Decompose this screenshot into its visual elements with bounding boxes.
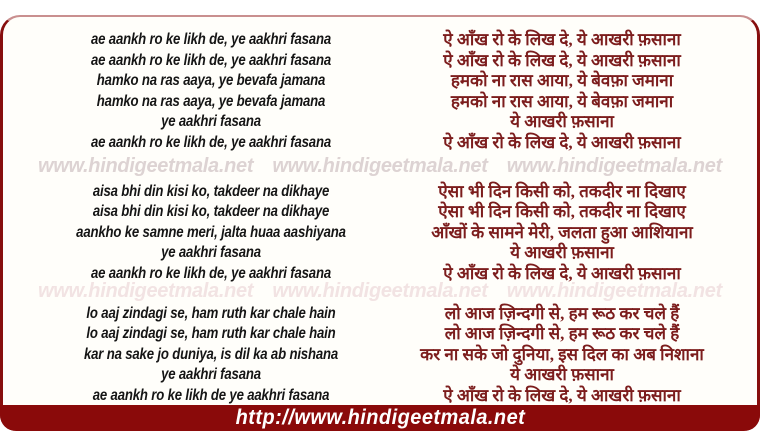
lyric-line: ऐ आँख रो के लिख दे, ये आखरी फ़साना (443, 263, 681, 283)
stanza (26, 304, 396, 407)
lyrics-hindi-column (377, 30, 747, 407)
lyric-line: ऐ आँख रो के लिख दे, ये आखरी फ़साना (443, 385, 681, 405)
watermark-text: www.hindigeetmala.net (272, 280, 488, 302)
lyric-line: ae aankh ro ke likh de, ye aakhri fasana (90, 264, 331, 282)
lyric-line: aankho ke samne meri, jalta huaa aashiyana (76, 223, 346, 241)
lyric-line: कर ना सके जो दुनिया, इस दिल का अब निशाना (420, 344, 704, 364)
lyric-line: हमको ना रास आया, ये बेवफ़ा जमाना (450, 71, 674, 91)
lyric-line: ऐसा भी दिन किसी को, तकदीर ना दिखाए (438, 181, 686, 201)
stanza (377, 182, 747, 285)
footer-bar (0, 405, 760, 431)
footer-url-link[interactable]: http://www.hindigeetmala.net (235, 406, 525, 429)
lyric-line: ye aakhri fasana (161, 113, 261, 131)
watermark-text: www.hindigeetmala.net (506, 155, 722, 177)
lyric-line: ऐ आँख रो के लिख दे, ये आखरी फ़साना (443, 50, 681, 70)
lyric-line: ae aankh ro ke likh de, ye aakhri fasana (90, 31, 331, 48)
watermark-text: www.hindigeetmala.net (38, 280, 254, 302)
lyric-line: ऐ आँख रो के लिख दे, ये आखरी फ़साना (443, 30, 681, 49)
lyric-line: ये आखरी फ़साना (510, 112, 614, 132)
lyric-line: ऐ आँख रो के लिख दे, ये आखरी फ़साना (443, 132, 681, 152)
lyric-line: lo aaj zindagi se, ham ruth kar chale hain (86, 304, 336, 322)
lyric-line: hamko na ras aaya, ye bevafa jamana (96, 72, 326, 90)
lyric-line: kar na sake jo duniya, is dil ka ab nishana (83, 345, 339, 363)
lyric-line: लो आज ज़िन्दगी से, हम रूठ कर चले हैं (444, 324, 680, 344)
lyric-line: aisa bhi din kisi ko, takdeer na dikhaye (92, 203, 330, 221)
lyric-line: आँखों के सामने मेरी, जलता हुआ आशियाना (431, 222, 693, 242)
stanza (377, 304, 747, 407)
stanza (26, 182, 396, 285)
watermark-text: www.hindigeetmala.net (38, 155, 254, 177)
lyric-line: लो आज ज़िन्दगी से, हम रूठ कर चले हैं (444, 303, 680, 323)
lyric-line: aisa bhi din kisi ko, takdeer na dikhaye (92, 182, 330, 200)
lyric-line: ae aankh ro ke likh de, ye aakhri fasana (90, 133, 331, 151)
lyric-line: ye aakhri fasana (161, 244, 261, 262)
lyric-line: ये आखरी फ़साना (510, 365, 614, 385)
lyric-line: ae aankh ro ke likh de, ye aakhri fasana (90, 51, 331, 69)
stanza (26, 30, 396, 154)
lyric-line: ae aankh ro ke likh de ye aakhri fasana (92, 386, 330, 404)
lyric-line: ye aakhri fasana (161, 366, 261, 384)
lyrics-transliteration-column (26, 30, 396, 407)
stanza (377, 30, 747, 154)
watermark-text: www.hindigeetmala.net (272, 155, 488, 177)
lyric-line: ऐसा भी दिन किसी को, तकदीर ना दिखाए (438, 202, 686, 222)
lyric-line: हमको ना रास आया, ये बेवफ़ा जमाना (450, 91, 674, 111)
lyric-line: lo aaj zindagi se, ham ruth kar chale hain (86, 325, 336, 343)
lyric-line: hamko na ras aaya, ye bevafa jamana (96, 92, 326, 110)
watermark-text: www.hindigeetmala.net (506, 280, 722, 302)
lyric-line: ये आखरी फ़साना (510, 243, 614, 263)
